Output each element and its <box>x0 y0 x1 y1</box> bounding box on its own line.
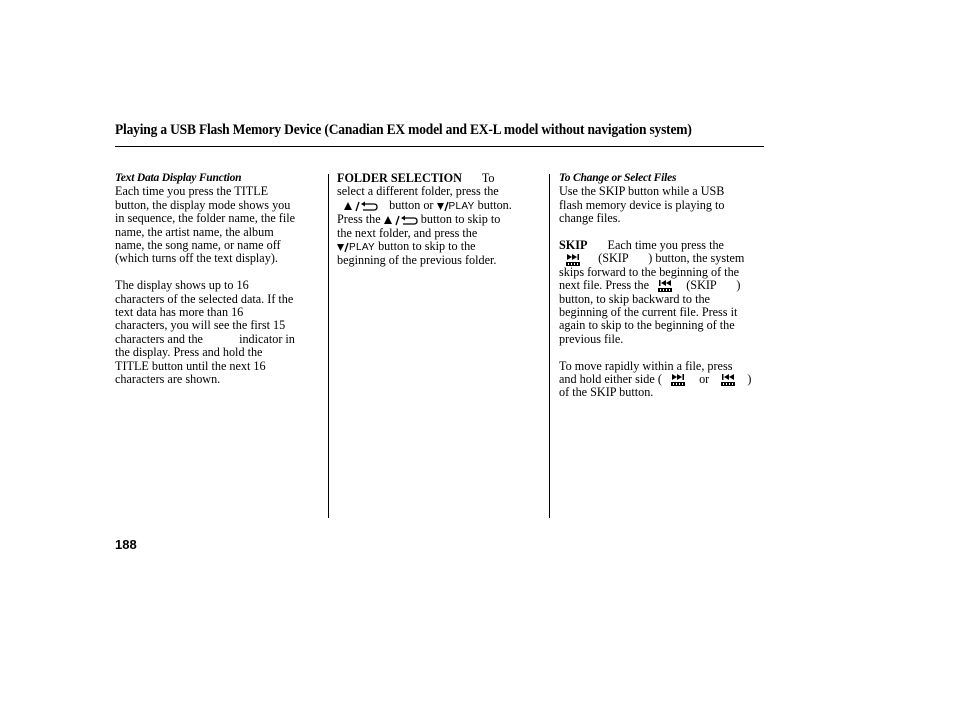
text-line: characters of the selected data. If the <box>115 291 294 306</box>
text-line <box>337 172 537 185</box>
text-line <box>337 199 537 213</box>
column-divider-2 <box>549 174 550 518</box>
text-line <box>337 213 537 226</box>
text-line <box>337 240 537 254</box>
text-line: previous file. <box>559 331 624 346</box>
text-line: The display shows up to 16 <box>115 278 249 293</box>
text-line <box>559 279 764 292</box>
title-rule <box>115 146 764 147</box>
up-arrow-return-icon <box>344 201 378 212</box>
text-line: the next folder, and press the <box>337 225 478 240</box>
page-number: 188 <box>115 537 137 552</box>
paragraph-title-button <box>115 185 320 265</box>
column-text-data-display <box>115 172 320 400</box>
play-label: PLAY <box>448 200 475 212</box>
text-line: beginning of the previous folder. <box>337 253 497 268</box>
text-fragment: Each time you press the <box>607 238 724 253</box>
skip-forward-seek-icon <box>566 254 582 266</box>
play-label: PLAY <box>349 242 376 254</box>
text-line: change files. <box>559 211 621 226</box>
page-title: Playing a USB Flash Memory Device (Canadian EX model and EX-L model without navigation system) <box>115 122 692 138</box>
paragraph-use-skip <box>559 185 764 225</box>
section-heading-change-files: To Change or Select Files <box>559 172 677 184</box>
text-line: To move rapidly within a file, press <box>559 358 733 373</box>
paragraph-display-characters <box>115 279 320 386</box>
text-line: name, the song name, or name off <box>115 238 281 253</box>
down-arrow-play-icon <box>437 201 449 212</box>
text-line: TITLE button until the next 16 <box>115 358 266 373</box>
paragraph-skip <box>559 239 764 346</box>
text-fragment: button or <box>389 197 434 212</box>
text-fragment: Press the <box>337 212 381 227</box>
text-line: characters are shown. <box>115 372 221 387</box>
text-line: flash memory device is playing to <box>559 197 725 212</box>
text-fragment: button. <box>477 197 512 212</box>
column-change-select-files <box>559 172 764 413</box>
text-line: (which turns off the text display). <box>115 251 278 266</box>
text-line: skips forward to the beginning of the <box>559 264 740 279</box>
text-line <box>559 373 764 386</box>
column-folder-selection <box>337 172 537 268</box>
text-line: again to skip to the beginning of the <box>559 318 735 333</box>
text-line: in sequence, the folder name, the file <box>115 211 296 226</box>
text-fragment: characters and the <box>115 331 203 346</box>
text-line: characters, you will see the first 15 <box>115 318 286 333</box>
up-arrow-return-icon <box>384 215 418 226</box>
text-fragment: (SKIP <box>598 251 629 266</box>
down-arrow-play-icon <box>337 242 349 253</box>
text-line: button, the display mode shows you <box>115 197 291 212</box>
text-fragment: indicator in <box>239 331 295 346</box>
column-divider-1 <box>328 174 329 518</box>
text-line <box>559 252 764 265</box>
text-fragment: ) button, the system <box>648 251 745 266</box>
text-fragment: and hold either side ( <box>559 372 662 387</box>
paragraph-rapid-move <box>559 360 764 400</box>
text-line: text data has more than 16 <box>115 305 244 320</box>
text-line <box>559 239 764 252</box>
skip-label: SKIP <box>559 238 588 253</box>
skip-back-seek-icon <box>658 280 674 292</box>
skip-back-seek-icon <box>721 374 737 386</box>
text-fragment: ) <box>736 278 741 293</box>
text-fragment: or <box>699 372 710 387</box>
text-fragment: ) <box>747 372 752 387</box>
text-fragment: To <box>481 171 495 185</box>
text-line: beginning of the current file. Press it <box>559 305 738 320</box>
section-heading-text-data: Text Data Display Function <box>115 172 242 184</box>
text-line: the display. Press and hold the <box>115 345 263 360</box>
text-fragment: (SKIP <box>686 278 717 293</box>
text-line: button, to skip backward to the <box>559 291 710 306</box>
text-fragment: button to skip to the <box>378 239 476 254</box>
text-line: select a different folder, press the <box>337 184 499 199</box>
text-line: Use the SKIP button while a USB <box>559 184 725 199</box>
text-fragment: button to skip to <box>420 212 501 227</box>
section-heading-folder-selection: FOLDER SELECTION <box>337 171 462 185</box>
text-line: of the SKIP button. <box>559 385 654 400</box>
text-line: Each time you press the TITLE <box>115 184 269 199</box>
text-line: name, the artist name, the album <box>115 224 274 239</box>
text-fragment: next file. Press the <box>559 278 650 293</box>
text-line <box>115 333 320 346</box>
skip-forward-seek-icon <box>671 374 687 386</box>
